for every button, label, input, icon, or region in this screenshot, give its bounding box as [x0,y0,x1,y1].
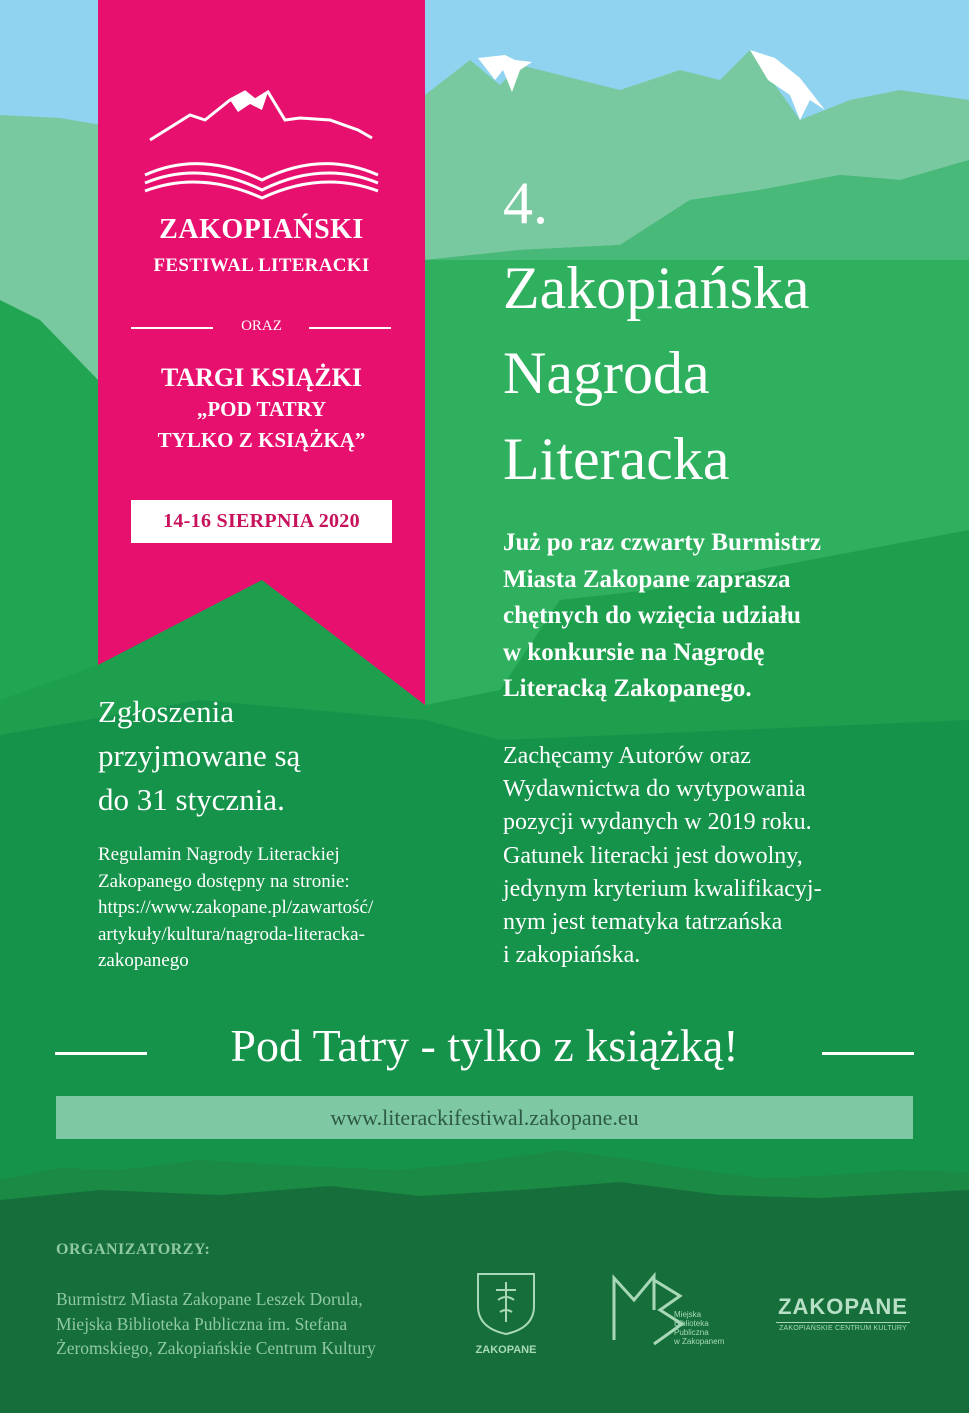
rules-line: Zakopanego dostępny na stronie: [98,870,350,892]
award-title-line-2: Nagroda [503,340,710,406]
body-line: Gatunek literacki jest dowolny, [503,842,803,869]
body-line: Zachęcamy Autorów oraz [503,743,751,769]
deadline-line: Zgłoszenia [98,694,235,729]
festival-subtitle: FESTIWAL LITERACKI [153,255,370,276]
divider-right [309,327,391,329]
fair-line-3: TYLKO Z KSIĄŻKĄ” [157,428,366,452]
rules-info [98,842,373,975]
lead-line: Już po raz czwarty Burmistrz [503,529,821,556]
fair-title: TARGI KSIĄŻKI [160,363,363,392]
award-lead [503,525,923,708]
fair-line-2: „POD TATRY [196,397,327,421]
rules-link[interactable]: zakopanego [98,950,189,971]
deadline-line: przyjmowane są [98,738,301,773]
award-title-line-3: Literacka [503,426,730,492]
organizer-line: Burmistrz Miasta Zakopane Leszek Dorula, [56,1289,363,1309]
organizers-heading: ORGANIZATORZY: [56,1241,211,1258]
body-line: pozycji wydanych w 2019 roku. [503,809,812,836]
crest-label: ZAKOPANE [475,1344,537,1356]
mbp-label: Miejska Biblioteka Publiczna w Zakopanem [674,1310,725,1346]
award-title-line-1: Zakopiańska [503,255,810,321]
lead-line: chętnych do wzięcia udziału [503,602,801,629]
website-link[interactable]: www.literackifestiwal.zakopane.eu [56,1096,913,1139]
divider-left [131,327,213,329]
body-line: nym jest tematyka tatrzańska [503,909,783,936]
zck-title: ZAKOPANE [778,1294,908,1319]
festival-title: ZAKOPIAŃSKI [159,214,364,245]
zck-divider [776,1322,910,1323]
lead-line: Literacką Zakopanego. [503,675,752,702]
deadline-line: do 31 stycznia. [98,782,285,817]
rules-link[interactable]: https://www.zakopane.pl/zawartość/ [98,897,374,918]
organizer-line: Żeromskiego, Zakopiańskie Centrum Kultury [56,1338,376,1358]
slogan: Pod Tatry - tylko z książką! [230,1020,739,1071]
submission-deadline [98,690,300,822]
crest-icon [470,1270,542,1336]
award-body [503,740,923,972]
organizer-line: Miejska Biblioteka Publiczna im. Stefana [56,1313,348,1334]
zakopane-crest-logo [470,1270,542,1356]
oraz-label: ORAZ [241,318,282,334]
lead-line: w konkursie na Nagrodę [503,638,765,666]
rules-line: Regulamin Nagrody Literackiej [98,844,340,865]
zck-logo [770,1294,916,1332]
zck-subtitle: ZAKOPIAŃSKIE CENTRUM KULTURY [779,1325,907,1332]
organizers-list [56,1287,376,1361]
body-line: jedynym kryterium kwalifikacyj- [503,875,822,902]
edition-number: 4. [503,170,548,236]
festival-date: 14-16 SIERPNIA 2020 [131,500,392,543]
lead-line: Miasta Zakopane zaprasza [503,565,791,593]
rules-link[interactable]: artykuły/kultura/nagroda-literacka- [98,923,365,945]
body-line: i zakopiańska. [503,942,641,969]
body-line: Wydawnictwa do wytypowania [503,776,806,803]
